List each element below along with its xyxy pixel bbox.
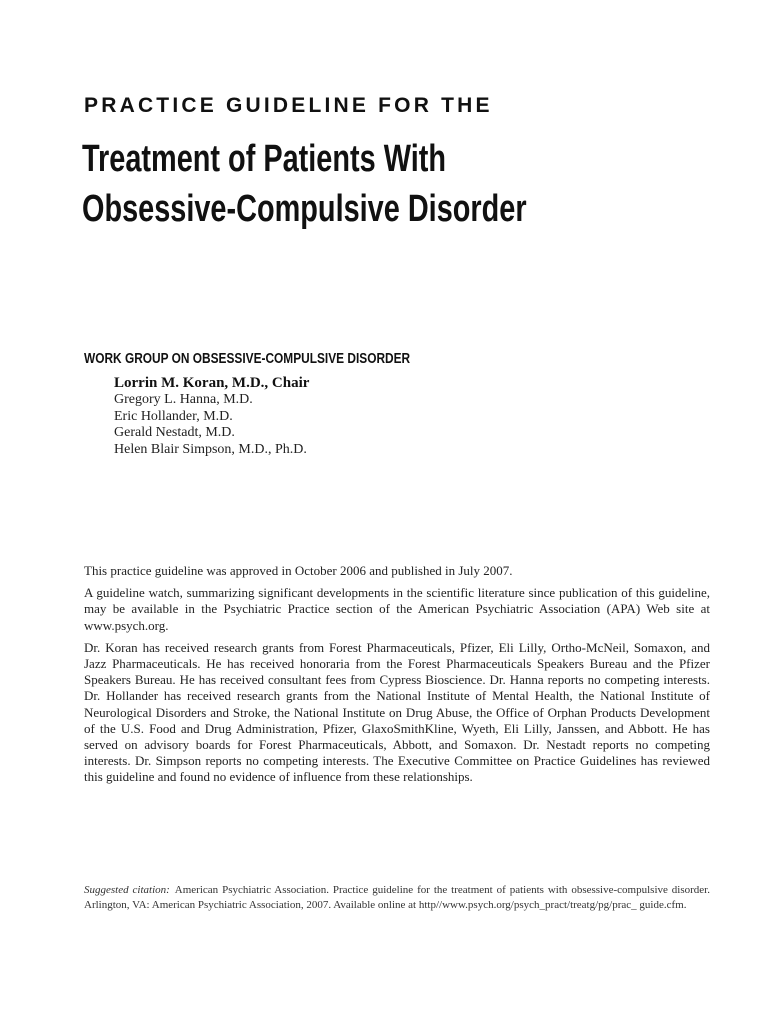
title-line-2: Obsessive-Compulsive Disorder <box>82 188 527 230</box>
body-text <box>84 563 710 792</box>
disclosures-paragraph: Dr. Koran has received research grants from Forest Pharmaceuticals, Pfizer, Eli Lilly, Ortho-McNeil, Somaxon, and Jazz Pharmaceuticals. He has received honoraria from the Forest Pharmaceuticals Speakers Bureau and the Pfizer Speakers Bureau. He has received consultant fees from Cypress Bioscience. Dr. Hanna reports no competing interests. Dr. Hollander has received research grants from the National Institute of Mental Health, the National Institute of Neurological Disorders and Stroke, the National Institute on Drug Abuse, the Office of Orphan Products Development of the U.S. Food and Drug Administration, Pfizer, GlaxoSmithKline, Wyeth, Eli Lilly, Janssen, and Abbott. He has served on advisory boards for Forest Pharmaceuticals, Abbott, and Somaxon. Dr. Nestadt reports no competing interests. Dr. Simpson reports no competing interests. The Executive Committee on Practice Guidelines has reviewed this guideline and found no evidence of influence from these relationships. <box>84 639 710 785</box>
work-group-chair: Lorrin M. Koran, M.D., Chair <box>114 375 310 391</box>
work-group-heading: WORK GROUP ON OBSESSIVE-COMPULSIVE DISORDER <box>84 351 411 367</box>
title-kicker: PRACTICE GUIDELINE FOR THE <box>84 94 493 117</box>
citation-label: Suggested citation: <box>84 884 170 896</box>
guideline-watch-paragraph: A guideline watch, summarizing significant developments in the scientific literature since publication of this guideline, may be available in the Psychiatric Practice section of the American Psychiatric Association (APA) Web site at www.psych.org. <box>84 585 710 633</box>
approval-paragraph: This practice guideline was approved in October 2006 and published in July 2007. <box>84 563 513 578</box>
page-title <box>82 134 527 234</box>
work-group-member: Gerald Nestadt, M.D. <box>114 425 235 440</box>
work-group-members <box>114 374 309 458</box>
citation-text: American Psychiatric Association. Practice guideline for the treatment of patients with obsessive-compulsive disorder. Arlington, VA: American Psychiatric Association, 2007. Available online at http//www.psych.org/psych_pract/treatg/pg/prac_ guide.cfm. <box>84 884 710 911</box>
title-line-1: Treatment of Patients With <box>82 138 446 180</box>
suggested-citation <box>84 883 710 913</box>
work-group-member: Gregory L. Hanna, M.D. <box>114 392 253 407</box>
work-group-member: Helen Blair Simpson, M.D., Ph.D. <box>114 441 307 457</box>
work-group-member: Eric Hollander, M.D. <box>114 408 233 424</box>
